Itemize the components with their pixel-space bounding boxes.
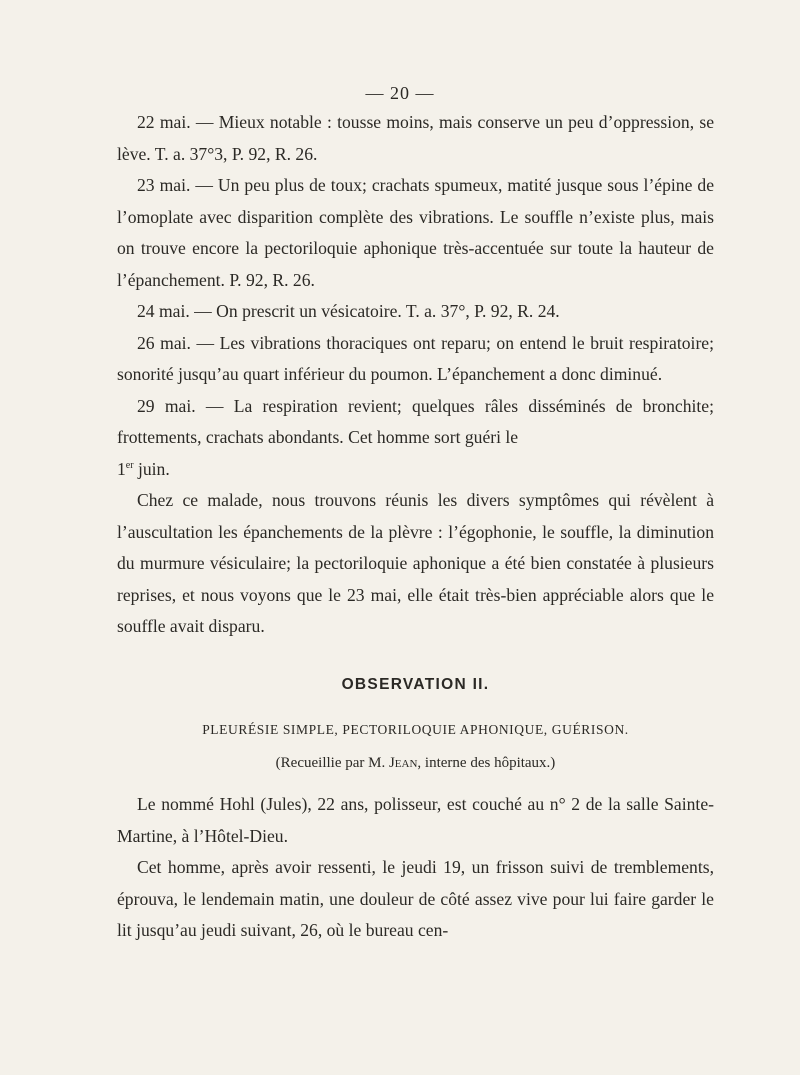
- credit-prefix: (Recueillie par M.: [275, 754, 389, 771]
- page-body: [117, 107, 714, 947]
- entry-29-mai: 29 mai. — La respiration revient; quelques râles disséminés de bronchite; frottements, crachats abondants. Cet homme sort guéri le: [117, 395, 714, 447]
- observation-subtitle: PLEURÉSIE SIMPLE, PECTORILOQUIE APHONIQUE, GUÉRISON.: [202, 722, 629, 737]
- credit-suffix: , interne des hôpitaux.): [417, 754, 556, 771]
- day-number: 1: [117, 458, 126, 479]
- observation-heading: OBSERVATION II.: [341, 675, 490, 693]
- entry-continuation: [117, 454, 714, 486]
- summary-paragraph: Chez ce malade, nous trouvons réunis les divers symptômes qui révèlent à l’auscultation les épanchements de la plèvre : l’égophonie, le souffle, la diminution du murmure vésiculaire; la pectoriloquie aphonique a été bien constatée à plusieurs reprises, et nous voyons que le 23 mai, elle était très-bien appréciable alors que le souffle avait disparu.: [117, 490, 714, 636]
- page-number: — 20 —: [365, 83, 435, 103]
- ordinal-suffix: er: [125, 459, 134, 471]
- observation-credit: [117, 748, 714, 780]
- entry-24-mai: 24 mai. — On prescrit un vésicatoire. T. a. 37°, P. 92, R. 24.: [137, 301, 560, 321]
- entry-26-mai: 26 mai. — Les vibrations thoraciques ont reparu; on entend le bruit respiratoire; sonorité jusqu’au quart inférieur du poumon. L’épanchement a donc diminué.: [117, 332, 714, 384]
- case-paragraph-2: Cet homme, après avoir ressenti, le jeudi 19, un frisson suivi de tremblements, éprouva, le lendemain matin, une douleur de côté assez vive pour lui faire garder le lit jusqu’au jeudi suivant, 26, où le bureau cen-: [117, 857, 714, 940]
- entry-23-mai: 23 mai. — Un peu plus de toux; crachats spumeux, matité jusque sous l’épine de l’omoplate avec disparition complète des vibrations. Le souffle n’existe plus, mais on trouve encore la pectoriloquie aphonique très-accentuée sur toute la hauteur de l’épanchement. P. 92, R. 26.: [117, 175, 714, 290]
- case-paragraph-1: Le nommé Hohl (Jules), 22 ans, polisseur, est couché au n° 2 de la salle Sainte-Martine, à l’Hôtel-Dieu.: [117, 794, 714, 846]
- credit-name: Jean: [388, 754, 418, 771]
- month-text: juin.: [133, 458, 170, 479]
- entry-22-mai: 22 mai. — Mieux notable : tousse moins, mais conserve un peu d’oppression, se lève. T. a. 37°3, P. 92, R. 26.: [117, 112, 714, 164]
